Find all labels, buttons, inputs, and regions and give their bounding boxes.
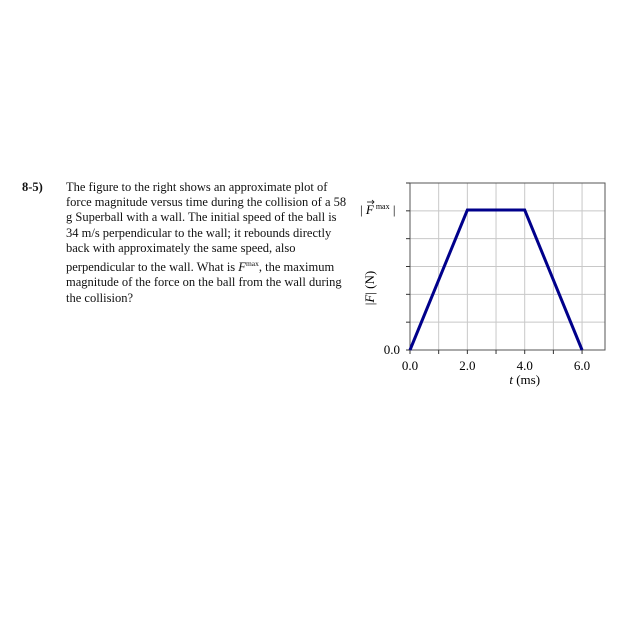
problem-text-after: , the maximum magnitude of the force on the ball from the wall during the collision?	[66, 260, 342, 305]
force-time-chart	[340, 170, 610, 400]
x-tick-label: 4.0	[516, 358, 533, 373]
chart-labels	[360, 200, 590, 387]
x-axis-label: t (ms)	[509, 372, 541, 387]
x-tick-label: 0.0	[401, 358, 419, 373]
problem-text-before: The figure to the right shows an approximate plot of force magnitude versus time during the collision of a 58 g Superball with a wall. The initial speed of the ball is 34 m/s perpendicular to the wall; it rebounds directly back with approximately the same speed, also perpendicular to the wall. What is	[66, 180, 347, 275]
y-tick-label-zero: 0.0	[383, 342, 400, 357]
y-axis-label: |F| (N)	[362, 270, 377, 306]
problem-number: 8-5)	[22, 180, 43, 194]
problem-statement	[66, 180, 348, 306]
x-tick-label: 2.0	[459, 358, 476, 373]
x-tick-label: 6.0	[573, 358, 591, 373]
fmax-symbol: $F^{max}$	[238, 259, 259, 275]
chart-grid	[410, 183, 605, 350]
y-max-label: | F $^{max}$ |	[360, 202, 396, 217]
